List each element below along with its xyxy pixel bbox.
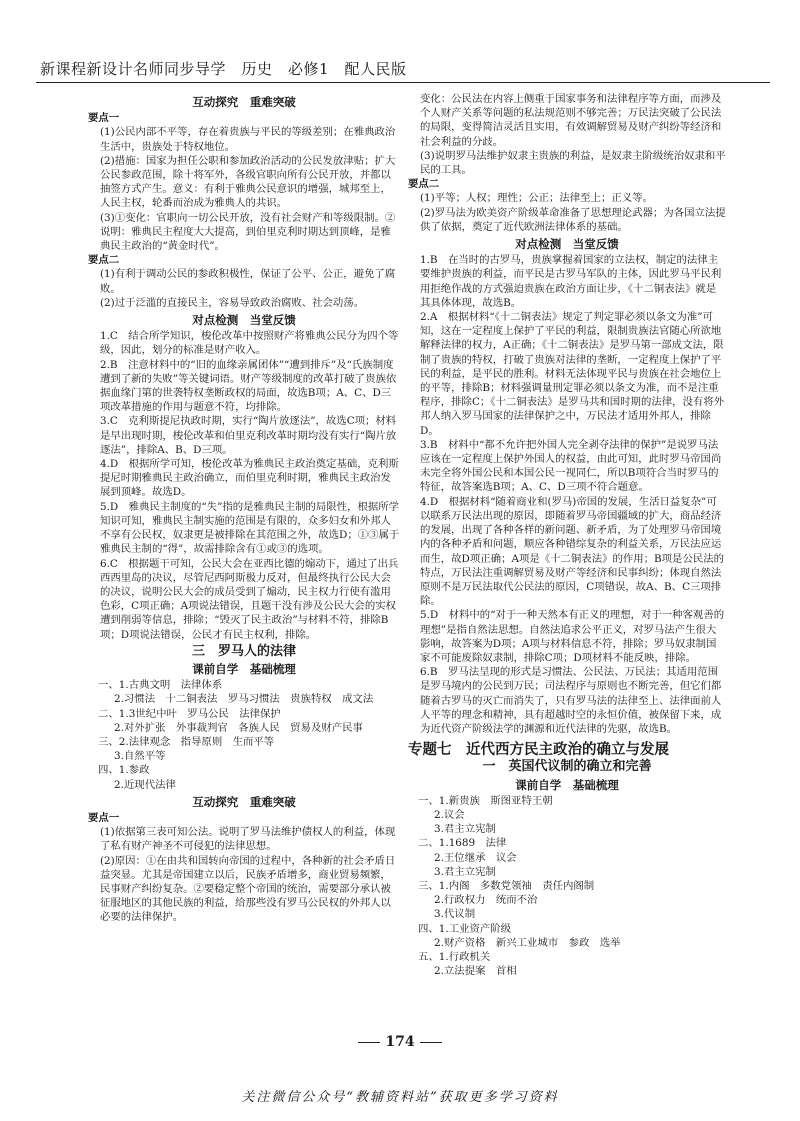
answer-item: 2.B 注意材料中的“旧的血缘亲属团体”“遭到排斥”及“氏族制度遭到了新的失败”等关键词语。财产等级制度的改革打破了贵族依据血缘门第的世袭特权垄断政权的局面，故选B项；A、C、D三项改革措施的作用与题意不符，均排除。 <box>100 358 397 414</box>
unit-title: 三 罗马人的法律 <box>191 643 296 659</box>
answer-item: 4.D 根据材料“随着商业和(罗马)帝国的发展，生活日益复杂”可以联系万民法出现的原因，即随着罗马帝国疆域的扩大，商品经济的发展，出现了各种各样的新问题、新矛盾，为了处理罗马帝国境内的各种矛盾和问题，顺应各种错综复杂的利益关系，万民法应运而生，故D项正确；A项是《十二铜表法》的作用；B项是公民法的特点，万民法注重调解贸易及财产等经济和民事纠纷；体现自然法原则不是万民法取代公民法的原因，C项错误，故A、B、C三项排除。 <box>420 495 725 608</box>
outline-item: 一、1.新贵族 斯图亚特王朝 <box>418 794 553 807</box>
key-point-list <box>88 125 400 253</box>
outline-item: 二、1.1689 法律 <box>418 837 507 850</box>
answer-item: 1.B 在当时的古罗马，贵族掌握着国家的立法权，制定的法律主要维护贵族的利益，而平民是古罗马军队的主体，因此罗马平民利用拒绝作战的方式强迫贵族在政治方面让步，《十二铜表法》就是其具体体现，故选B。 <box>420 254 722 309</box>
outline-item: 五、1.行政机关 <box>418 950 491 963</box>
outline-item: 2.行政权力 统而不治 <box>434 894 538 907</box>
paragraph: 变化：公民法在内容上侧重于国家事务和法律程序等方面，而涉及个人财产关系等问题的私法规范则不够完善；万民法突破了公民法的局限，变得简洁灵活且实用，有效调解贸易及财产纠纷等经济和社会利益的分歧。 <box>420 93 722 148</box>
section-title: 互动探究 重难突破 <box>192 95 296 109</box>
key-point-item: (1)公民内部不平等，存在着贵族与平民的等级差别；在雅典政治生活中，贵族处于特权地位。 <box>100 126 396 153</box>
outline-item: 三、1.内阁 多数党领袖 责任内阁制 <box>418 879 595 892</box>
key-point-heading: 要点二 <box>88 254 120 267</box>
key-point-list <box>408 191 726 234</box>
outline-item: 三、2.法律观念 指导原则 生而平等 <box>98 735 275 748</box>
paragraph: (3)说明罗马法维护奴隶主贵族的利益，是奴隶主阶级统治奴隶和平民的工具。 <box>420 149 726 177</box>
section-title: 互动探究 重难突破 <box>192 794 296 809</box>
answer-item: 1.C 结合所学知识，梭伦改革中按照财产将雅典公民分为四个等级，因此，划分的标准是财产收入。 <box>100 330 399 357</box>
left-column <box>88 92 400 925</box>
page-number <box>0 1034 800 1050</box>
outline-item: 3.君主立宪制 <box>434 823 496 836</box>
key-point-item: (2)罗马法为欧美资产阶级革命准备了思想理论武器；为各国立法提供了依据，奠定了近代欧洲法律体系的基础。 <box>420 206 726 233</box>
outline-item: 3.自然平等 <box>114 750 166 763</box>
answer-item: 5.D 雅典民主制度的“失”指的是雅典民主制的局限性，根据所学知识可知，雅典民主制实施的范围是有限的，众多妇女和外邦人不享有公民权，奴隶更是被排除在其范围之外，故选D；①③属于雅典民主制的“得”，故需排除含有①或③的选项。 <box>100 500 400 556</box>
answer-item: 2.A 根据材料“《十二铜表法》规定了判定罪必须以条文为准”可知，这在一定程度上保护了平民的利益，限制贵族法官随心所欲地解释法律的权力，A正确；《十二铜表法》是罗马第一部成文法，限制了贵族的特权，打破了贵族对法律的垄断，一定程度上保护了平民的利益，是平民的胜利。材料无法体现平民与贵族在社会地位上的平等，排除B；材料强调量刑定罪必须以条文为准，而不是注重程序，排除C；《十二铜表法》是罗马共和国时期的法律，没有将外邦人纳入罗马国家的法律保护之中，万民法才适用外邦人，排除D。 <box>420 311 725 437</box>
header-divider <box>36 82 770 83</box>
outline-item: 2.议会 <box>434 808 465 821</box>
outline-item: 2.王位继承 议会 <box>434 851 517 864</box>
answer-list <box>88 329 400 641</box>
section-title: 对点检测 当堂反馈 <box>192 313 296 328</box>
page-number-text: 174 <box>385 1034 415 1050</box>
key-point-item: (1)依据第三表可知公法。说明了罗马法维护债权人的利益，体现了私有财产神圣不可侵犯的法律思想。 <box>100 826 396 853</box>
footer-note: 关注微信公众号“教辅资料站”获取更多学习资料 <box>241 1090 559 1105</box>
outline-item: 2.近现代法律 <box>114 778 176 791</box>
answer-item: 3.B 材料中“都不允许把外国人完全剥夺法律的保护”是说罗马法应该在一定程度上保护外国人的权益，由此可知，此时罗马帝国尚未完全将外国公民和本国公民一视同仁，所以B项符合当时罗马的特征，故答案选B项；A、C、D三项不符合题意。 <box>420 438 722 494</box>
key-point-heading: 要点二 <box>408 178 440 191</box>
answer-item: 6.C 根据题干可知，公民大会在亚西比德的煽动下，通过了出兵西西里岛的决议，尽管尼西阿斯极力反对，但最终执行公民大会的决议，说明公民大会的成员受到了煽动，民主权力行使有滥用色彩，C项正确；A项说法错误，且题干没有涉及公民大会的实权遭到削弱等信息，排除；“毁灭了民主政治”与材料不符，排除B项；D项说法错误，公民才有民主权利，排除。 <box>100 557 399 641</box>
key-point-item: (1)平等；人权；理性；公正；法律至上；正义等。 <box>420 192 653 205</box>
right-column <box>408 92 726 978</box>
outline-item: 四、1.参政 <box>98 764 150 777</box>
key-point-item: (2)措施：国家为担任公职和参加政治活动的公民发放津贴；扩大公民参政范围，除十将军外，各级官职向所有公民开放，并都以抽签方式产生。意义：有利于雅典公民意识的增强，城邦至上，人民主权，轮番而治成为雅典人的共识。 <box>100 154 396 210</box>
outline-item: 2.财产资格 新兴工业城市 参政 选举 <box>434 936 621 949</box>
key-point-heading: 要点一 <box>88 112 120 125</box>
section-title: 对点检测 当堂反馈 <box>515 237 619 252</box>
outline-item: 一、1.古典文明 法律体系 <box>98 679 223 692</box>
answer-item: 4.D 根据所学可知，梭伦改革为雅典民主政治奠定基础，克利斯提尼时期雅典民主政治确立，而伯里克利时期，雅典民主政治发展到顶峰。故选D。 <box>100 458 399 499</box>
outline-item: 3.君主立宪制 <box>434 865 496 878</box>
key-point-list <box>88 825 400 924</box>
topic-title: 专题七 近代西方民主政治的确立与发展 <box>408 741 669 759</box>
outline-item: 二、1.3世纪中叶 罗马公民 法律保护 <box>98 707 281 720</box>
answer-item: 3.C 克利斯提尼执政时期，实行“陶片放逐法”，故选C项；材料是早出现时期，梭伦改革和伯里克利改革时期均没有实行“陶片放逐法”，排除A、B、D三项。 <box>100 415 397 456</box>
key-point-item: (2)过于泛滥的直接民主，容易导致政治腐败、社会动荡。 <box>100 296 365 309</box>
key-point-list <box>88 267 400 310</box>
unit-title: 一 英国代议制的确立和完善 <box>482 759 652 775</box>
section-title: 课前自学 基础梳理 <box>192 661 296 676</box>
key-point-heading: 要点一 <box>88 811 120 824</box>
outline-item: 2.立法提案 首相 <box>434 965 517 978</box>
page-header: 新课程新设计名师同步导学 历史 必修1 配人民版 <box>40 60 407 78</box>
key-point-item: (1)有利于调动公民的参政积极性，保证了公平、公正，避免了腐败。 <box>100 268 396 295</box>
outline-item: 2.习惯法 十二铜表法 罗马习惯法 贵族特权 成文法 <box>114 693 374 706</box>
outline-item: 3.代议制 <box>434 908 476 921</box>
outline-item: 2.对外扩张 外事裁判官 各族人民 贸易及财产民事 <box>114 721 363 734</box>
outline-list <box>408 794 726 979</box>
answer-item: 6.B 罗马法呈现的形式是习惯法、公民法、万民法；其适用范围是罗马境内的公民到万民；司法程序与原则也不断完善，但它们都随着古罗马的灭亡而消失了，只有罗马法的法律至上、法律面前人人平等的理念和精神，具有超越时空的永恒价值，被保留下来，成为近代资产阶级法学的渊源和近代法律的先驱，故选B。 <box>420 666 722 735</box>
outline-item: 四、1.工业资产阶级 <box>418 922 512 935</box>
answer-list <box>408 253 726 736</box>
section-title: 课前自学 基础梳理 <box>515 777 619 792</box>
outline-list <box>88 678 400 792</box>
key-point-item: (3)①变化：官职向一切公民开放，没有社会财产和等级限制。②说明：雅典民主程度大大提高，到伯里克利时期达到顶峰，是雅典民主政治的“黄金时代”。 <box>100 211 396 253</box>
key-point-item: (2)原因：①在由共和国转向帝国的过程中，各种新的社会矛盾日益突显。尤其是帝国建立以后，民族矛盾增多，商业贸易频繁，民事财产纠纷复杂。②要稳定整个帝国的统治，需要部分承认被征服地区的其他民族的利益，给那些没有罗马公民权的外邦人以必要的法律保护。 <box>100 854 396 924</box>
answer-item: 5.D 材料中的“对于一种天然本有正义的理想，对于一种客观善的理想”是指自然法思想。自然法追求公平正义，对罗马法产生很大影响，故答案为D项；A项与材料信息不符，排除；罗马奴隶制国家不可能废除奴隶制，排除C项；D项材料不能反映，排除。 <box>420 609 725 664</box>
